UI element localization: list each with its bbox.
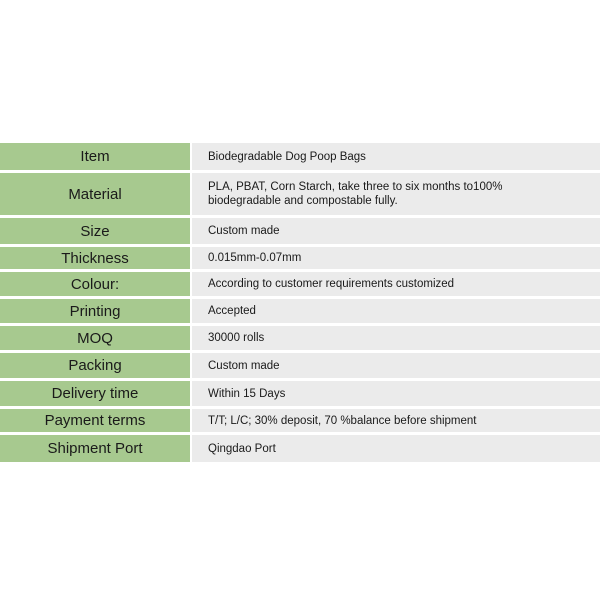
- spec-label: MOQ: [0, 326, 190, 350]
- spec-row-moq: [0, 326, 600, 350]
- spec-row-size: [0, 218, 600, 244]
- spec-value: Biodegradable Dog Poop Bags: [192, 143, 600, 170]
- spec-value: 0.015mm-0.07mm: [192, 247, 600, 269]
- spec-label: Packing: [0, 353, 190, 378]
- spec-label: Item: [0, 143, 190, 170]
- spec-label: Payment terms: [0, 409, 190, 432]
- spec-value: [192, 173, 600, 215]
- spec-value: According to customer requirements customized: [192, 272, 600, 296]
- spec-row-thickness: [0, 247, 600, 269]
- spec-row-payment-terms: [0, 409, 600, 432]
- spec-value-text: PLA, PBAT, Corn Starch, take three to six months to100% biodegradable and compostable fully.: [208, 181, 503, 207]
- spec-label: Material: [0, 173, 190, 215]
- spec-table: [0, 143, 600, 465]
- spec-row-delivery-time: [0, 381, 600, 406]
- spec-value: Custom made: [192, 218, 600, 244]
- spec-label: Size: [0, 218, 190, 244]
- spec-value: Within 15 Days: [192, 381, 600, 406]
- spec-label: Colour:: [0, 272, 190, 296]
- spec-value: Qingdao Port: [192, 435, 600, 462]
- spec-row-material: [0, 173, 600, 215]
- spec-label: Delivery time: [0, 381, 190, 406]
- spec-value: T/T; L/C; 30% deposit, 70 %balance before shipment: [192, 409, 600, 432]
- spec-label: Thickness: [0, 247, 190, 269]
- spec-row-packing: [0, 353, 600, 378]
- spec-value: Accepted: [192, 299, 600, 323]
- spec-row-printing: [0, 299, 600, 323]
- spec-row-item: [0, 143, 600, 170]
- spec-value: 30000 rolls: [192, 326, 600, 350]
- spec-value: Custom made: [192, 353, 600, 378]
- spec-row-shipment-port: [0, 435, 600, 462]
- spec-label: Printing: [0, 299, 190, 323]
- spec-label: Shipment Port: [0, 435, 190, 462]
- spec-row-colour: [0, 272, 600, 296]
